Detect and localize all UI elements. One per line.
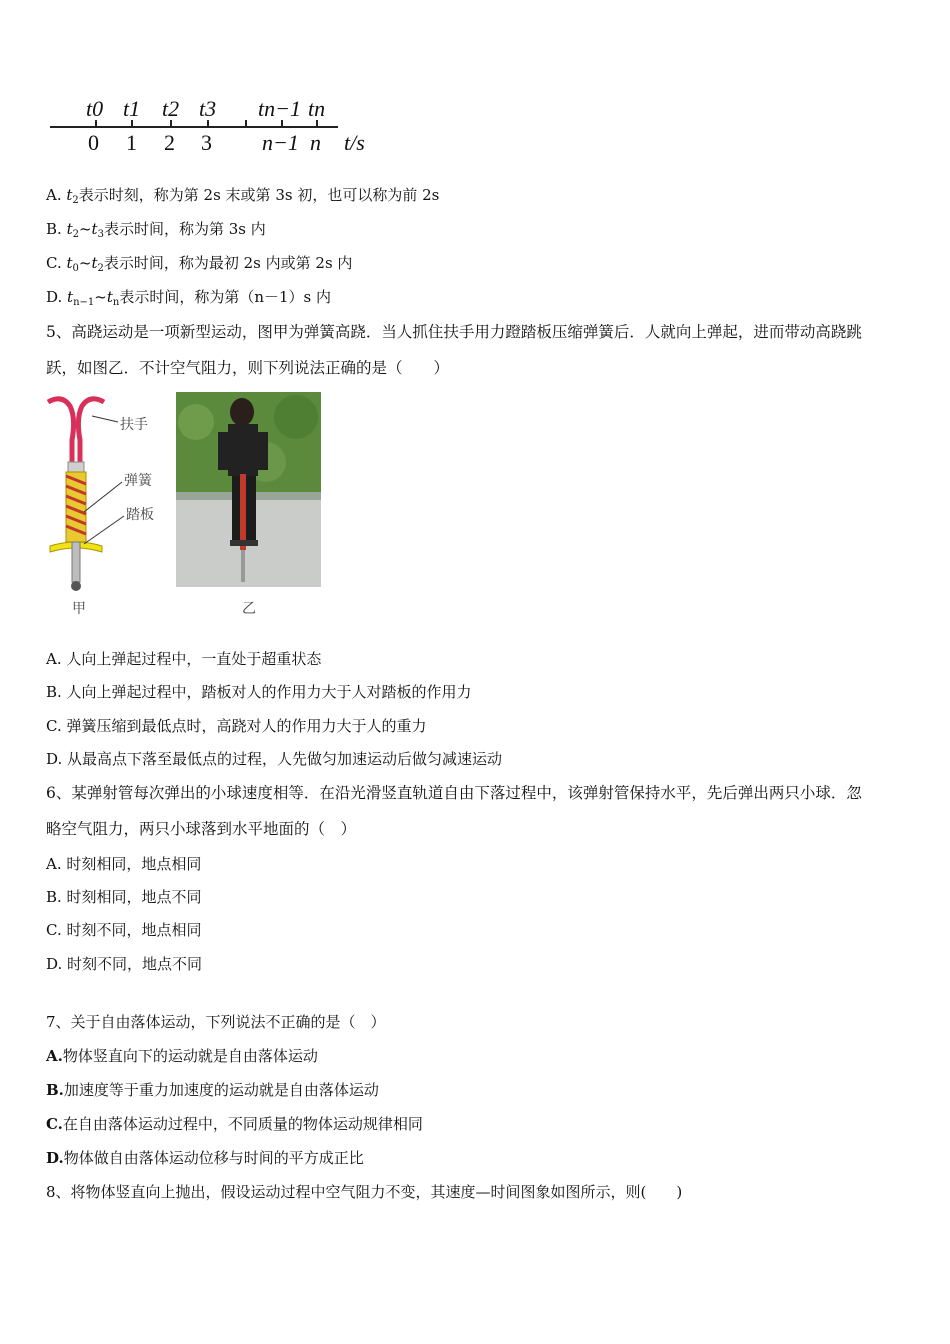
q7-a-letter: A. (46, 1047, 63, 1065)
figure-jia-pogo-stick (44, 392, 164, 620)
tick-label-t0: t0 (86, 96, 104, 121)
tick-num-0: 0 (88, 130, 99, 155)
tick-label-t2: t2 (162, 96, 180, 121)
q5-stem-line1: 5、高跷运动是一项新型运动，图甲为弹簧高跷．当人抓住扶手用力蹬踏板压缩弹簧后．人就向上弹起，进而带动高跷跳 (46, 323, 862, 341)
tick-num-n-1: n−1 (262, 130, 299, 155)
q5-option-b: B. 人向上弹起过程中，踏板对人的作用力大于人对踏板的作用力 (46, 683, 472, 701)
q7-a-text: 物体竖直向下的运动就是自由落体运动 (62, 1047, 318, 1065)
tick-label-t3: t3 (199, 96, 217, 121)
q8-stem: 8、将物体竖直向上抛出，假设运动过程中空气阻力不变，其速度—时间图象如图所示，则( ) (46, 1183, 683, 1201)
q4-c-text: 表示时间，称为最初 2s 内或第 2s 内 (103, 254, 353, 272)
q7-c-letter: C. (46, 1115, 63, 1133)
q4-d-prefix: D. (46, 288, 68, 306)
tick-num-3: 3 (201, 130, 212, 155)
timeline-figure (46, 92, 386, 166)
q7-option-b (46, 1080, 379, 1100)
axis-unit-label: t/s (344, 130, 365, 155)
q5-stem-line2: 跃，如图乙．不计空气阻力，则下列说法正确的是（ ） (46, 359, 450, 377)
q4-option-a (46, 185, 439, 211)
q4-option-c: C. $t_0\sim t_2$表示时间，称为最初 2s 内或第 2s 内 (46, 254, 353, 274)
q6-option-b: B. 时刻相同，地点不同 (46, 888, 202, 906)
q4-option-d: D. $t_{n-1}\sim t_n$表示时间，称为第（n－1）s 内 (46, 288, 331, 308)
tick-num-n: n (310, 130, 321, 155)
label-spring: 弹簧 (124, 473, 152, 489)
q4-b-prefix: B. (46, 220, 67, 238)
q4-a-prefix: A. (46, 186, 67, 204)
q4-c-prefix: C. (46, 254, 67, 272)
pogo-photo-illustration (176, 392, 321, 587)
label-pedal: 踏板 (126, 507, 154, 523)
tick-label-tn: tn (308, 96, 326, 121)
q5-option-c: C. 弹簧压缩到最低点时，高跷对人的作用力大于人的重力 (46, 717, 427, 735)
figure-yi-photo (176, 392, 321, 617)
q4-a-text: 表示时刻，称为第 2s 末或第 3s 初，也可以称为前 2s (78, 186, 440, 204)
tick-label-t1: t1 (123, 96, 141, 121)
tick-label-tn-1: tn−1 (258, 96, 301, 121)
q7-option-d (46, 1148, 364, 1168)
label-handle: 扶手 (120, 417, 148, 433)
q7-b-text: 加速度等于重力加速度的运动就是自由落体运动 (63, 1081, 379, 1099)
label-jia: 甲 (72, 601, 86, 617)
q4-a-t: t (66, 186, 73, 204)
q4-option-b: B. $t_2\sim t_3$表示时间，称为第 3s 内 (46, 220, 266, 240)
q5-option-a: A. 人向上弹起过程中，一直处于超重状态 (46, 650, 322, 668)
q4-d-text: 表示时间，称为第（n－1）s 内 (119, 288, 331, 306)
q5-option-d: D. 从最高点下落至最低点的过程，人先做匀加速运动后做匀减速运动 (46, 750, 503, 768)
tick-num-2: 2 (164, 130, 175, 155)
q7-c-text: 在自由落体运动过程中，不同质量的物体运动规律相同 (62, 1115, 423, 1133)
q4-b-text: 表示时间，称为第 3s 内 (103, 220, 266, 238)
q7-d-letter: D. (46, 1149, 64, 1167)
tick-num-1: 1 (126, 130, 137, 155)
q6-stem-line2: 略空气阻力，两只小球落到水平地面的（ ） (46, 820, 357, 838)
q6-option-a: A. 时刻相同，地点相同 (46, 855, 202, 873)
q7-option-a (46, 1046, 318, 1066)
q6-stem-line1: 6、某弹射管每次弹出的小球速度相等．在沿光滑竖直轨道自由下落过程中，该弹射管保持水平，先后弹出两只小球．忽 (46, 784, 862, 802)
q7-d-text: 物体做自由落体运动位移与时间的平方成正比 (63, 1149, 364, 1167)
q7-option-c (46, 1114, 423, 1134)
q6-option-c: C. 时刻不同，地点相同 (46, 921, 202, 939)
q6-option-d: D. 时刻不同，地点不同 (46, 955, 203, 973)
q4-a-sub: 2 (72, 195, 79, 206)
q7-stem: 7、关于自由落体运动，下列说法不正确的是（ ） (46, 1013, 386, 1031)
label-yi: 乙 (242, 601, 256, 617)
q7-b-letter: B. (46, 1081, 64, 1099)
